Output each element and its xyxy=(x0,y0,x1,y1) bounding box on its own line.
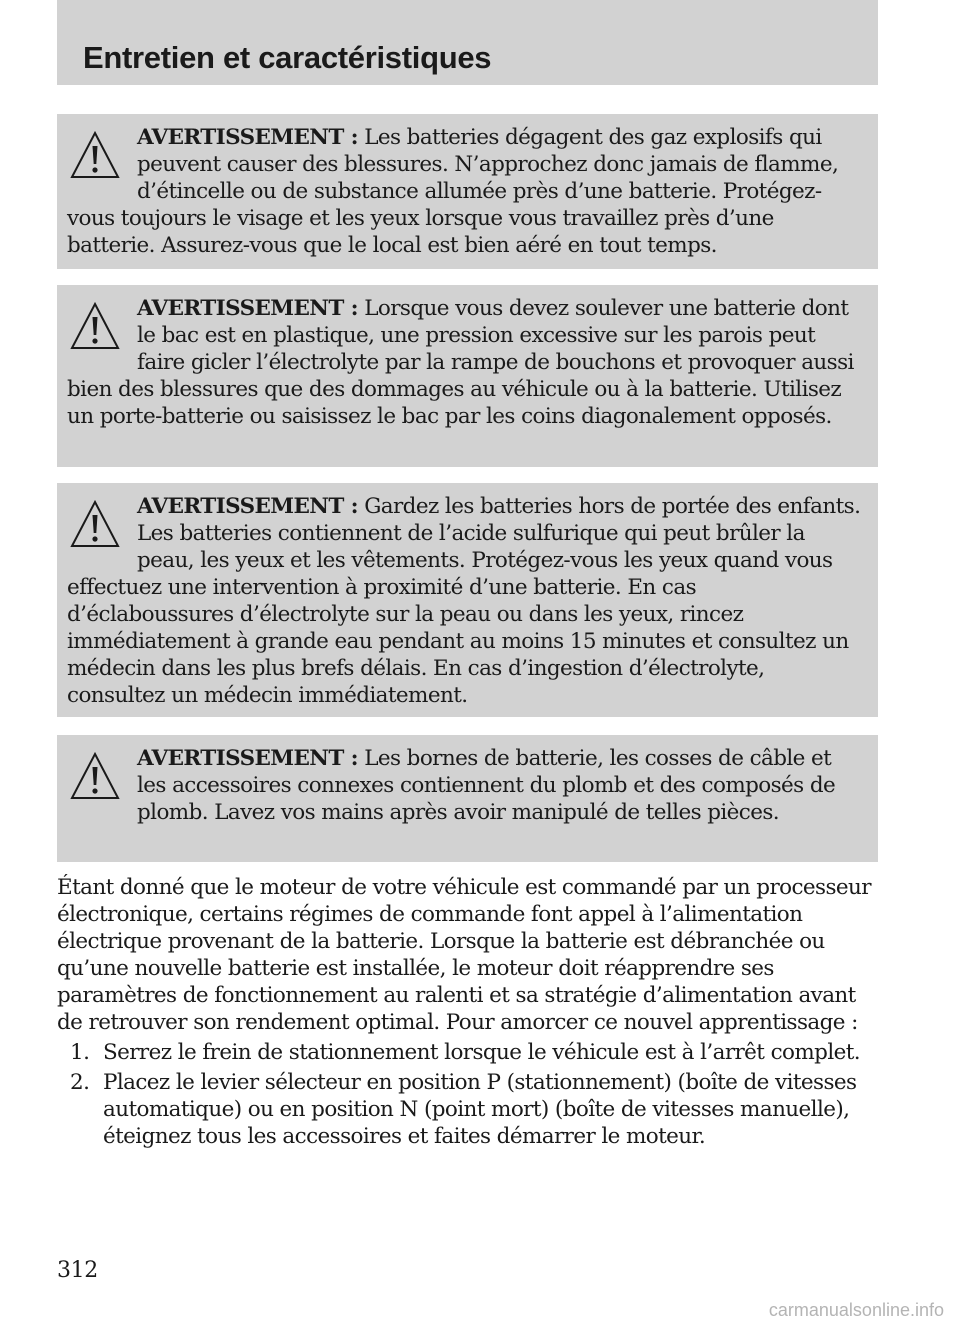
warning-triangle-icon xyxy=(69,499,121,549)
step-text: Serrez le frein de stationnement lorsque le véhicule est à l’arrêt complet. xyxy=(103,1040,860,1065)
step-number: 1. xyxy=(70,1040,90,1065)
warning-box xyxy=(57,114,878,269)
page-title: Entretien et caractéristiques xyxy=(83,40,492,75)
page-header xyxy=(57,0,878,85)
watermark: carmanualsonline.info xyxy=(768,1300,944,1320)
page-number: 312 xyxy=(57,1258,98,1283)
list-item xyxy=(57,1039,887,1066)
warning-triangle-icon xyxy=(69,751,121,801)
warning-text: Les bornes de batterie, les cosses de câble et les accessoires connexes contiennent du plomb et des composés de plomb. Lavez vos mains après avoir manipulé de telles pièces. xyxy=(137,746,836,825)
warning-text: Les batteries dégagent des gaz explosifs qui peuvent causer des blessures. N’approchez donc jamais de flamme, d’étincelle ou de substance allumée près d’une batterie. Protégez-vous toujours le visage et les yeux lorsque vous travaillez près d’une batterie. Assurez-vous que le local est bien aéré en tout temps. xyxy=(67,125,839,258)
warning-text: Gardez les batteries hors de portée des enfants. Les batteries contiennent de l’acide sulfurique qui peut brûler la peau, les yeux et les vêtements. Protégez-vous les yeux quand vous effectuez une intervention à proximité d’une batterie. En cas d’éclaboussures d’électrolyte sur la peau ou dans les yeux, rincez immédiatement à grande eau pendant au moins 15 minutes et consultez un médecin dans les plus brefs délais. En cas d’ingestion d’électrolyte, consultez un médecin immédiatement. xyxy=(67,494,861,708)
warning-triangle-icon xyxy=(69,301,121,351)
main-content xyxy=(57,874,887,1150)
warning-label: AVERTISSEMENT : xyxy=(137,125,358,150)
step-number: 2. xyxy=(70,1070,90,1095)
body-paragraph: Étant donné que le moteur de votre véhicule est commandé par un processeur électronique, certains régimes de commande font appel à l’alimentation électrique provenant de la batterie. Lorsque la batterie est débranchée ou qu’une nouvelle batterie est installée, le moteur doit réapprendre ses paramètres de fonctionnement au ralenti et sa stratégie d’alimentation avant de retrouver son rendement optimal. Pour amorcer ce nouvel apprentissage : xyxy=(57,875,871,1035)
warning-label: AVERTISSEMENT : xyxy=(137,296,358,321)
warning-label: AVERTISSEMENT : xyxy=(137,494,358,519)
warning-box xyxy=(57,483,878,717)
list-item xyxy=(57,1069,887,1150)
warning-text: Lorsque vous devez soulever une batterie dont le bac est en plastique, une pression excessive sur les parois peut faire gicler l’électrolyte par la rampe de bouchons et provoquer aussi bien des blessures que des dommages au véhicule ou à la batterie. Utilisez un porte-batterie ou saisissez le bac par les coins diagonalement opposés. xyxy=(67,296,854,429)
steps-list xyxy=(57,1039,887,1150)
warning-box xyxy=(57,285,878,467)
step-text: Placez le levier sélecteur en position P (stationnement) (boîte de vitesses automatique) ou en position N (point mort) (boîte de vitesses manuelle), éteignez tous les accessoires et faites démarrer le moteur. xyxy=(103,1070,857,1149)
warning-triangle-icon xyxy=(69,130,121,180)
warning-box xyxy=(57,735,878,862)
warning-label: AVERTISSEMENT : xyxy=(137,746,358,771)
